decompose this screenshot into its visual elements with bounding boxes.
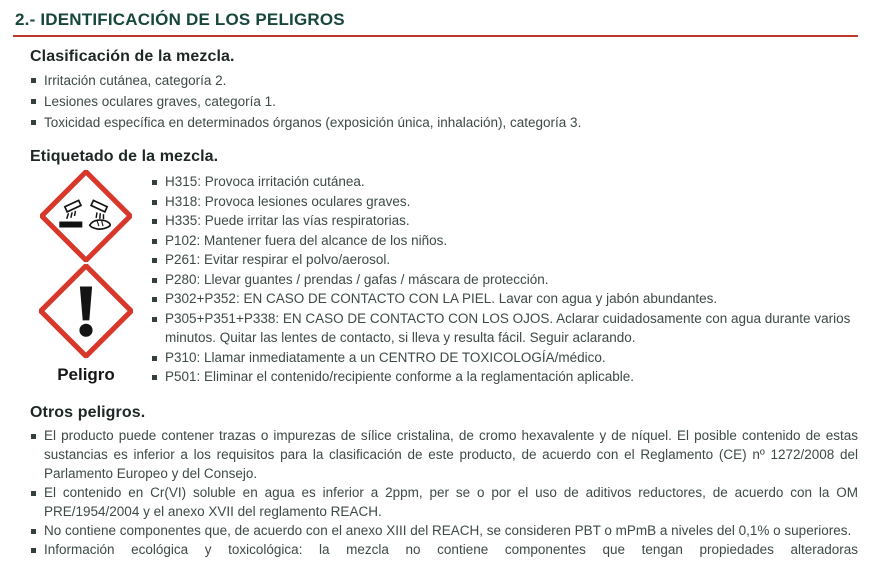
clasificacion-list <box>30 70 858 133</box>
bullet-square-icon <box>152 200 157 205</box>
bullet-square-icon <box>31 491 36 496</box>
otros-item <box>30 483 858 521</box>
p-phrase-item <box>151 250 858 270</box>
p-phrase-text: P501: Eliminar el contenido/recipiente conforme a la reglamentación aplicable. <box>165 369 635 384</box>
signal-word: Peligro <box>57 365 115 384</box>
h-phrase-item <box>151 172 858 192</box>
bullet-square-icon <box>31 99 36 104</box>
h-phrases-list <box>151 172 858 231</box>
p-phrases-list <box>151 231 858 387</box>
list-item <box>30 70 858 91</box>
bullet-square-icon <box>152 258 157 263</box>
ghs07-exclamation-mark-icon <box>39 264 133 358</box>
p-phrase-text: P261: Evitar respirar el polvo/aerosol. <box>165 252 391 267</box>
clasificacion-section <box>30 48 858 133</box>
p-phrase-text: P102: Mantener fuera del alcance de los niños. <box>165 232 448 248</box>
list-item-text: Lesiones oculares graves, categoría 1. <box>44 94 276 109</box>
h-phrase-text: H318: Provoca lesiones oculares graves. <box>165 193 411 209</box>
section-title-rule <box>13 35 858 37</box>
h-phrase-item <box>151 211 858 231</box>
otros-item-text: El contenido en Cr(VI) soluble en agua es inferior a 2ppm, per se o por el uso de aditivos reductores, de acuerdo con la OM PRE/1954/2004 y el anexo XVII del reglamento REACH. <box>44 484 858 519</box>
otros-item-text: No contiene componentes que, de acuerdo con el anexo XIII del REACH, se consideren PBT o mPmB a niveles del 0,1% o superiores. <box>44 522 852 538</box>
otros-item-text: Información ecológica y toxicológica: la mezcla no contiene componentes que tengan propiedades alteradoras <box>44 541 858 557</box>
bullet-square-icon <box>31 120 36 125</box>
ghs05-corrosion-icon <box>40 170 132 262</box>
section-header <box>13 10 858 37</box>
otros-item <box>30 540 858 559</box>
otros-heading: Otros peligros. <box>30 403 146 421</box>
list-item-text: Toxicidad específica en determinados órganos (exposición única, inhalación), categoría 3. <box>44 115 582 130</box>
bullet-square-icon <box>31 78 36 83</box>
otros-peligros-section <box>30 404 858 559</box>
bullet-square-icon <box>31 434 36 439</box>
p-phrase-item <box>151 367 858 387</box>
bullet-square-icon <box>152 239 157 244</box>
list-item <box>30 91 858 112</box>
bullet-square-icon <box>152 356 157 361</box>
p-phrase-item <box>151 270 858 290</box>
pictogram-column <box>30 170 142 385</box>
p-phrase-item <box>151 309 858 348</box>
list-item <box>30 112 858 133</box>
section-title: 2.- IDENTIFICACIÓN DE LOS PELIGROS <box>15 10 345 29</box>
p-phrase-text: P302+P352: EN CASO DE CONTACTO CON LA PIEL. Lavar con agua y jabón abundantes. <box>165 291 718 306</box>
clasificacion-heading: Clasificación de la mezcla. <box>30 48 235 65</box>
otros-list <box>30 426 858 559</box>
p-phrase-text: P305+P351+P338: EN CASO DE CONTACTO CON LOS OJOS. Aclarar cuidadosamente con agua durante varios minutos. Quitar las lentes de contacto, si lleva y resulta fácil. Seguir aclarando. <box>165 310 851 345</box>
p-phrase-item <box>151 348 858 368</box>
otros-item-text: El producto puede contener trazas o impurezas de sílice cristalina, de cromo hexavalente y de níquel. El posible contenido de estas sustancias es inferior a los requisitos para la clasificación de este producto, de acuerdo con el Reglamento (CE) nº 1272/2008 del Parlamento Europeo y del Consejo. <box>44 427 858 481</box>
p-phrase-text: P280: Llevar guantes / prendas / gafas / máscara de protección. <box>165 271 549 287</box>
p-phrase-text: P310: Llamar inmediatamente a un CENTRO DE TOXICOLOGÍA/médico. <box>165 349 606 365</box>
etiquetado-heading: Etiquetado de la mezcla. <box>30 148 219 165</box>
bullet-square-icon <box>152 278 157 283</box>
p-phrase-item <box>151 231 858 251</box>
otros-item <box>30 426 858 483</box>
bullet-square-icon <box>152 317 157 322</box>
bullet-square-icon <box>31 548 36 553</box>
bullet-square-icon <box>31 529 36 534</box>
h-phrase-text: H315: Provoca irritación cutánea. <box>165 174 365 189</box>
phrases-column <box>151 170 858 387</box>
h-phrase-text: H335: Puede irritar las vías respiratorias. <box>165 213 410 228</box>
list-item-text: Irritación cutánea, categoría 2. <box>44 73 227 88</box>
bullet-square-icon <box>152 219 157 224</box>
bullet-square-icon <box>152 180 157 185</box>
otros-item <box>30 521 858 540</box>
bullet-square-icon <box>152 297 157 302</box>
bullet-square-icon <box>152 375 157 380</box>
p-phrase-item <box>151 289 858 309</box>
etiquetado-body <box>30 170 858 387</box>
h-phrase-item <box>151 192 858 212</box>
etiquetado-section <box>30 148 858 387</box>
